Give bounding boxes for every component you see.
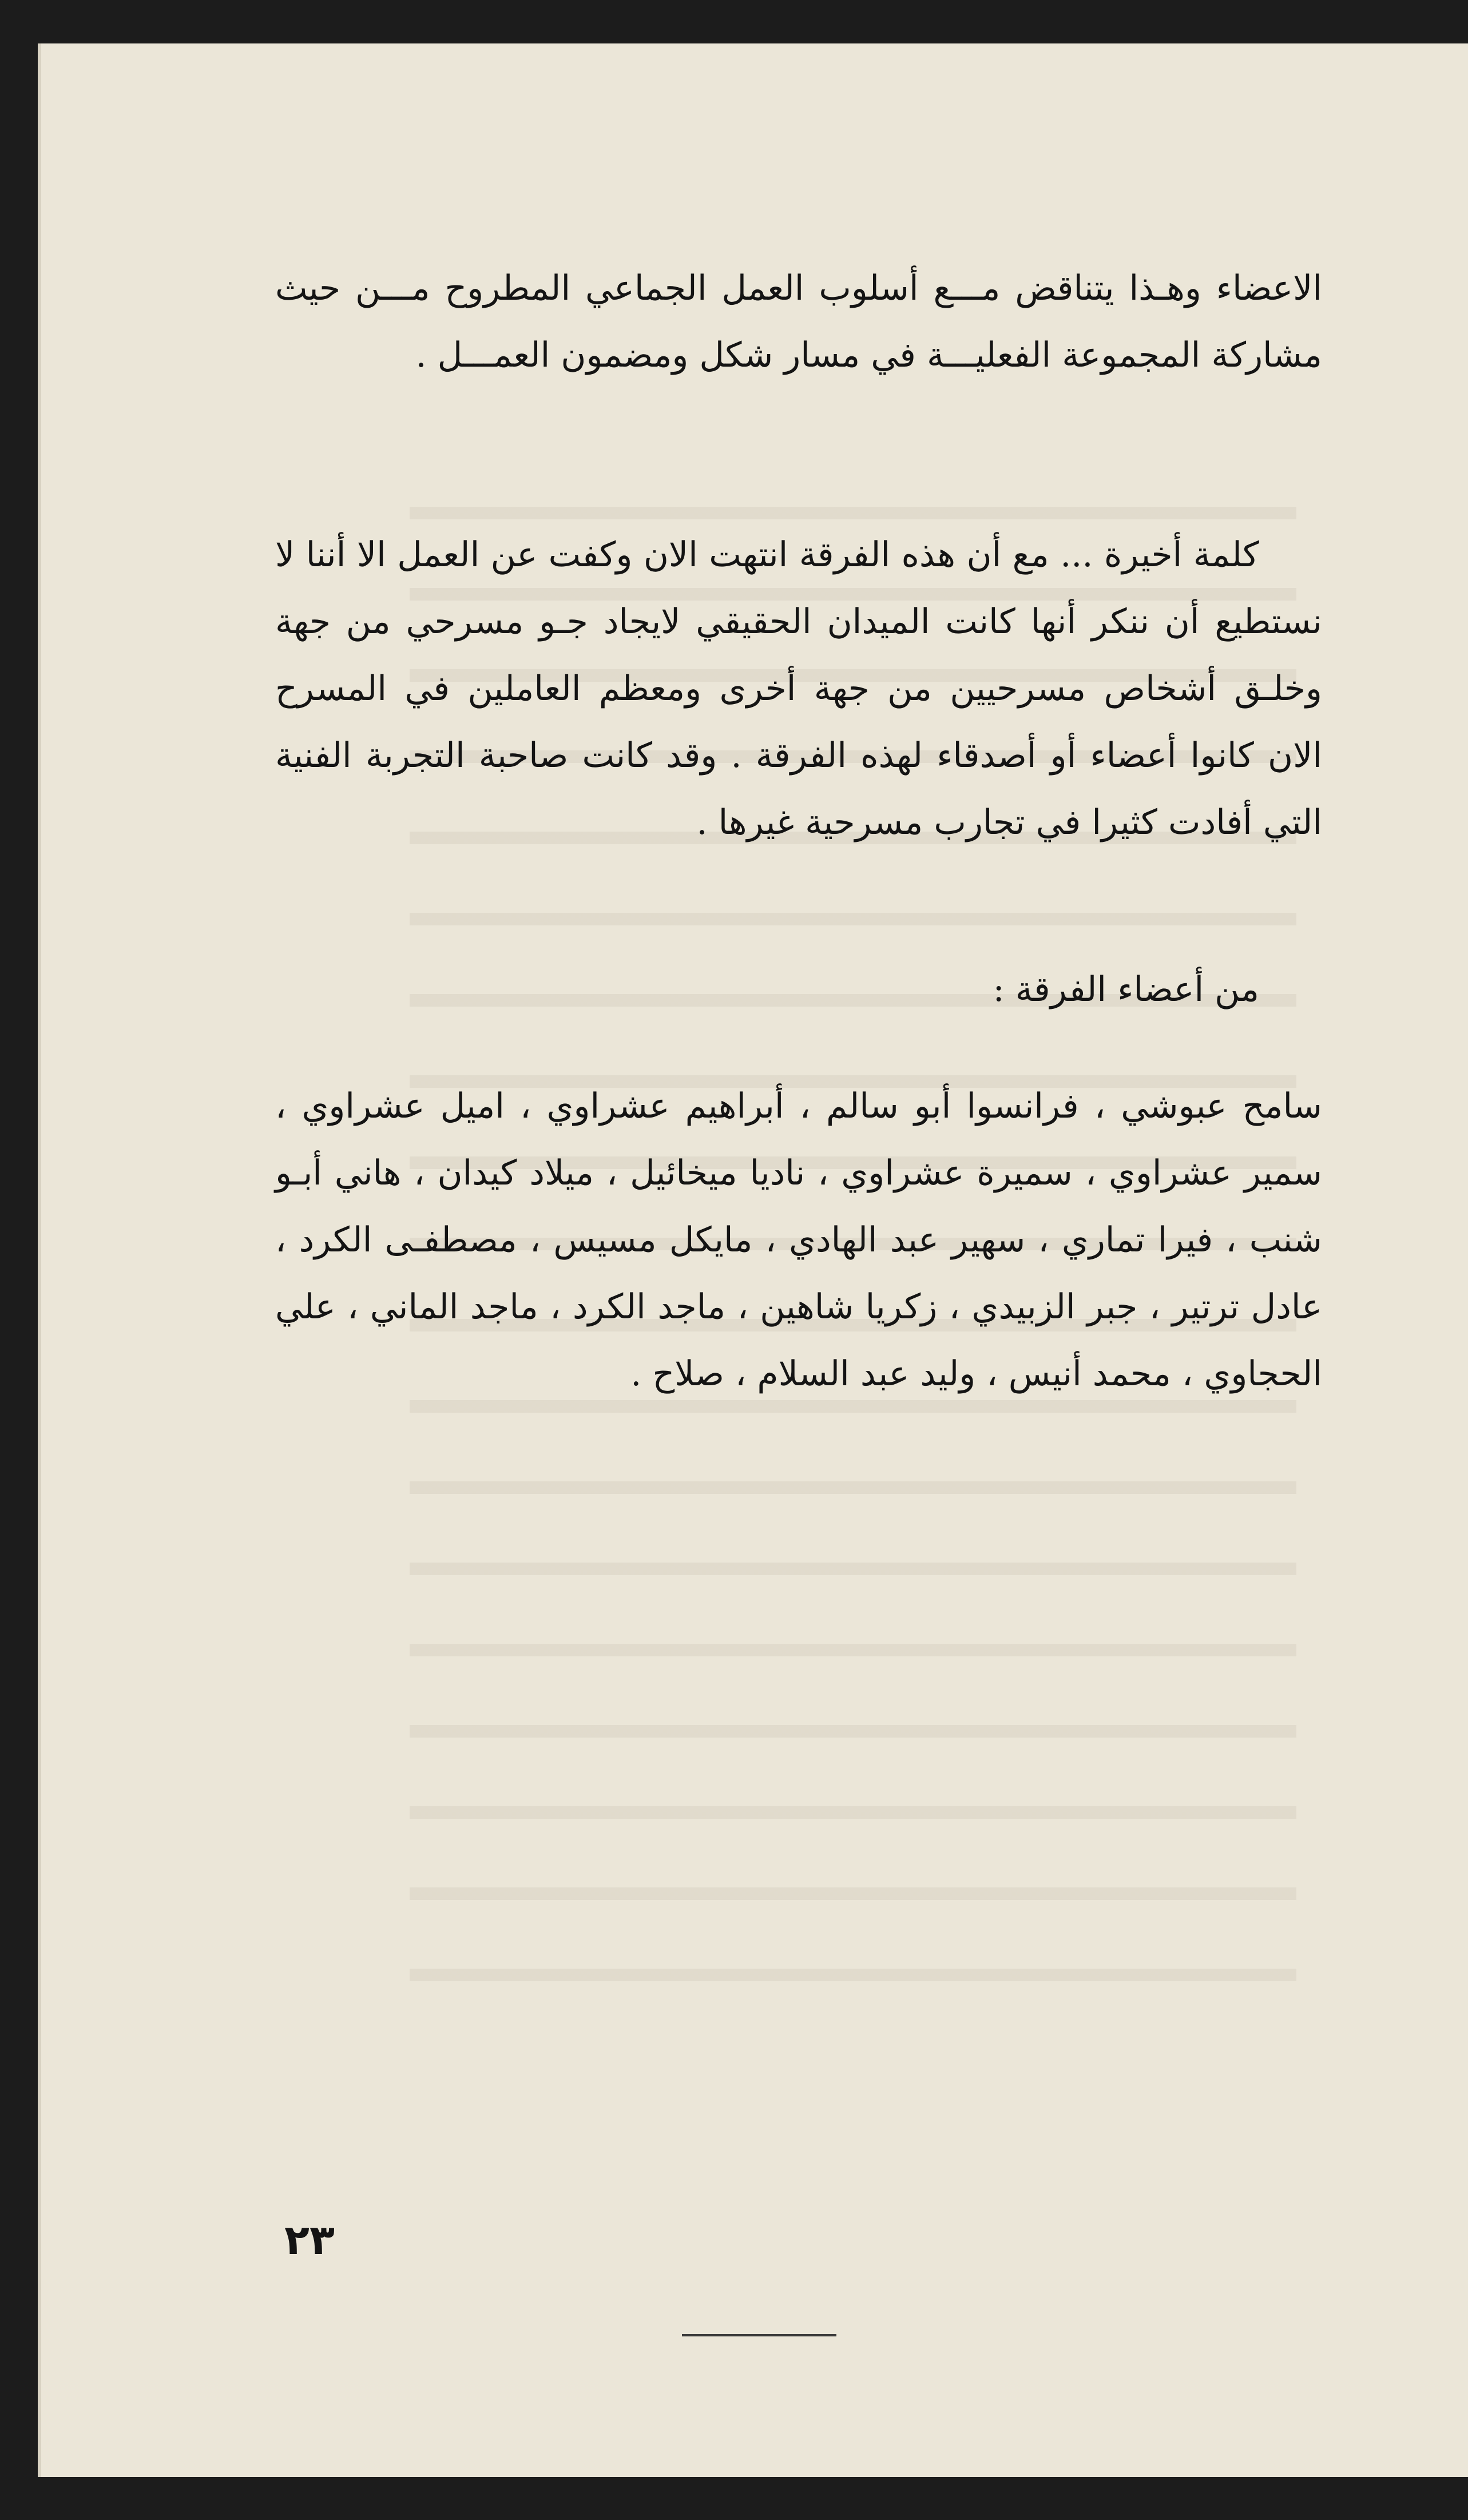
members-list [275, 1073, 1322, 1408]
book-page [38, 43, 1468, 2477]
paragraph-text: الاعضاء وهـذا يتناقض مـــع أسلوب العمل الجماعي المطروح مـــن حيث مشاركة المجموعة الفعليـــة في مسار شكل ومضمون العمـــل . [275, 268, 1322, 375]
heading-text: من أعضاء الفرقة : [993, 969, 1259, 1009]
members-text: سامح عبوشي ، فرانسوا أبو سالم ، أبراهيم عشراوي ، اميل عشراوي ، سمير عشراوي ، سميرة عشراوي ، ناديا ميخائيل ، ميلاد كيدان ، هاني أبـو شنب ، فيرا تماري ، سهير عبد الهادي ، مايكل مسيس ، مصطفـى الكرد ، عادل ترتير ، جبر الزبيدي ، زكريا شاهين ، ماجد الكرد ، ماجد الماني ، علي الحجاوي ، محمد أنيس ، وليد عبد السلام ، صلاح . [275, 1086, 1322, 1394]
footer-rule [682, 2334, 836, 2336]
members-heading [275, 956, 1322, 1023]
paragraph-intro [275, 255, 1322, 389]
paragraph-final-word [275, 522, 1322, 856]
paragraph-text: كلمة أخيرة ... مع أن هذه الفرقة انتهت الان وكفت عن العمل الا أننا لا نستطيع أن ننكر أنها كانت الميدان الحقيقي لايجاد جـو مسرحي من جهة وخلـق أشخاص مسرحيين من جهة أخرى ومعظم العاملين في المسرح الان كانوا أعضاء أو أصدقاء لهذه الفرقة . وقد كانت صاحبة التجربة الفنية التي أفادت كثيرا في تجارب مسرحية غيرها . [275, 535, 1322, 842]
page-number: ٢٣ [284, 2216, 335, 2264]
